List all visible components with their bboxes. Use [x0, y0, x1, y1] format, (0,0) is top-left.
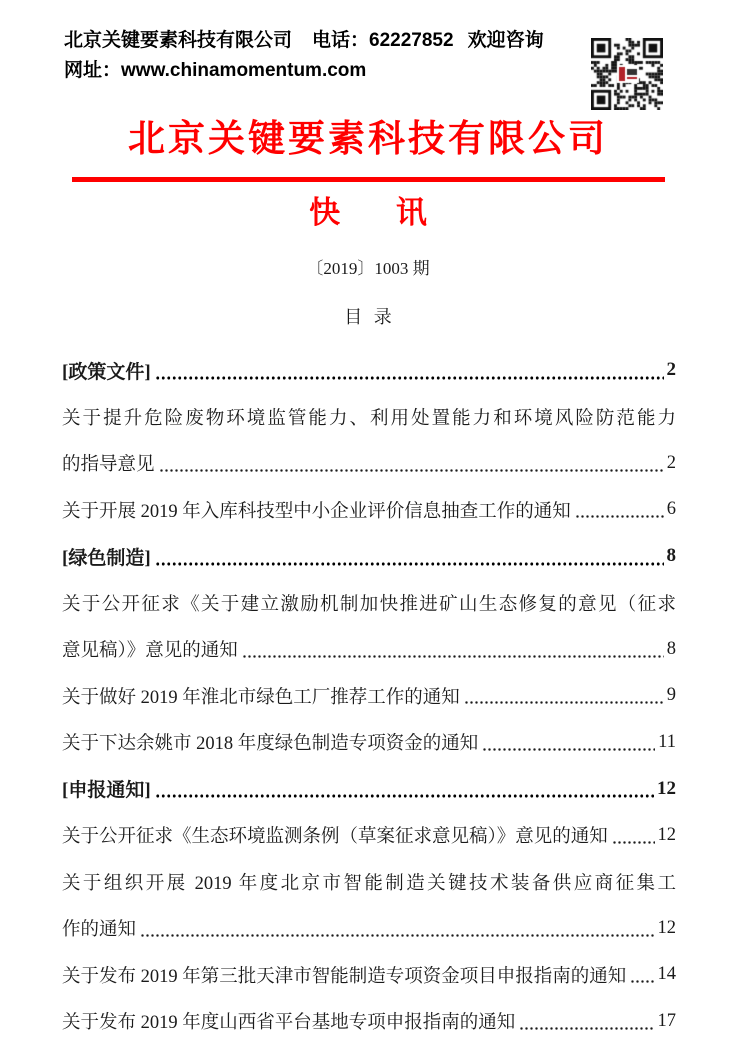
- toc-entry-text: 关于公开征求《关于建立激励机制加快推进矿山生态修复的意见（征求: [62, 594, 676, 615]
- toc-dot-leader: [155, 766, 654, 813]
- toc-dot-leader: [612, 812, 655, 859]
- toc-item-row: [62, 719, 676, 766]
- toc-entry-text: 意见稿）》意见的通知: [62, 641, 238, 662]
- toc-page-number: 14: [657, 964, 676, 985]
- issue-number: 〔2019〕1003 期: [306, 259, 430, 278]
- company-name: 北京关键要素科技有限公司: [64, 30, 293, 51]
- website-url: www.chinamomentum.com: [121, 60, 367, 81]
- toc-entry-text: [申报通知]: [62, 780, 151, 802]
- header-website-line: [64, 56, 676, 86]
- toc-entry-text: 的指导意见: [62, 455, 155, 476]
- toc-page-number: 11: [658, 731, 676, 752]
- toc-page-number: 2: [666, 452, 676, 473]
- toc-heading: 目 录: [344, 307, 392, 327]
- toc-page-number: 9: [666, 685, 676, 706]
- toc-item-row: [62, 673, 676, 720]
- toc-dot-leader: [155, 533, 664, 580]
- toc-dot-leader: [464, 673, 664, 720]
- toc-section-row: [62, 766, 676, 813]
- toc-page-number: 12: [657, 777, 676, 799]
- toc-entry-text: 关于公开征求《生态环境监测条例（草案征求意见稿）》意见的通知: [62, 827, 608, 848]
- toc-entry-text: 关于开展 2019 年入库科技型中小企业评价信息抽查工作的通知: [62, 501, 571, 522]
- toc-item-row: [62, 952, 676, 999]
- toc-item-row: [62, 859, 676, 906]
- toc-dot-leader: [242, 626, 664, 673]
- toc-dot-leader: [159, 440, 664, 487]
- toc-entry-text: 关于提升危险废物环境监管能力、利用处置能力和环境风险防范能力: [62, 408, 676, 429]
- toc-dot-leader: [140, 905, 654, 952]
- toc-section-row: [62, 533, 676, 580]
- toc-page-number: 17: [657, 1010, 676, 1031]
- toc-entry-text: 关于组织开展 2019 年度北京市智能制造关键技术装备供应商征集工: [62, 873, 676, 894]
- toc-entry-text: 关于做好 2019 年淮北市绿色工厂推荐工作的通知: [62, 687, 460, 708]
- welcome-text: 欢迎咨询: [467, 30, 544, 51]
- toc-dot-leader: [482, 719, 655, 766]
- toc-item-row: [62, 905, 676, 952]
- toc-entry-text: 关于发布 2019 年第三批天津市智能制造专项资金项目申报指南的通知: [62, 966, 627, 987]
- toc-dot-leader: [630, 952, 654, 999]
- bulletin-title: 快 讯: [309, 195, 427, 230]
- toc-page-number: 12: [657, 917, 676, 938]
- phone-number: 电话：62227852: [312, 30, 454, 51]
- toc-item-row: [62, 487, 676, 534]
- website-label: 网址：: [64, 60, 122, 81]
- toc-dot-leader: [575, 487, 664, 534]
- toc-item-row: [62, 580, 676, 627]
- toc-entry-text: [绿色制造]: [62, 547, 151, 569]
- toc-page-number: 6: [666, 499, 676, 520]
- qr-code-icon: [591, 38, 663, 110]
- toc-page-number: 8: [666, 545, 676, 567]
- toc-item-row: [62, 626, 676, 673]
- toc-page-number: 8: [666, 638, 676, 659]
- toc-dot-leader: [519, 998, 654, 1045]
- toc-item-row: [62, 440, 676, 487]
- masthead-company-title: 北京关键要素科技有限公司: [128, 119, 608, 160]
- red-divider-rule: [72, 177, 665, 182]
- toc-item-row: [62, 812, 676, 859]
- toc-entry-text: [政策文件]: [62, 361, 151, 383]
- header-contact-line: [64, 26, 676, 56]
- toc-page-number: 2: [666, 359, 676, 381]
- toc-entry-text: 关于发布 2019 年度山西省平台基地专项申报指南的通知: [62, 1013, 516, 1034]
- document-header: [64, 26, 676, 112]
- toc-dot-leader: [155, 347, 664, 394]
- table-of-contents: [62, 347, 676, 1045]
- toc-section-row: [62, 347, 676, 394]
- toc-item-row: [62, 998, 676, 1045]
- toc-item-row: [62, 394, 676, 441]
- toc-entry-text: 关于下达余姚市 2018 年度绿色制造专项资金的通知: [62, 734, 479, 755]
- toc-page-number: 12: [657, 824, 676, 845]
- toc-entry-text: 作的通知: [62, 920, 137, 941]
